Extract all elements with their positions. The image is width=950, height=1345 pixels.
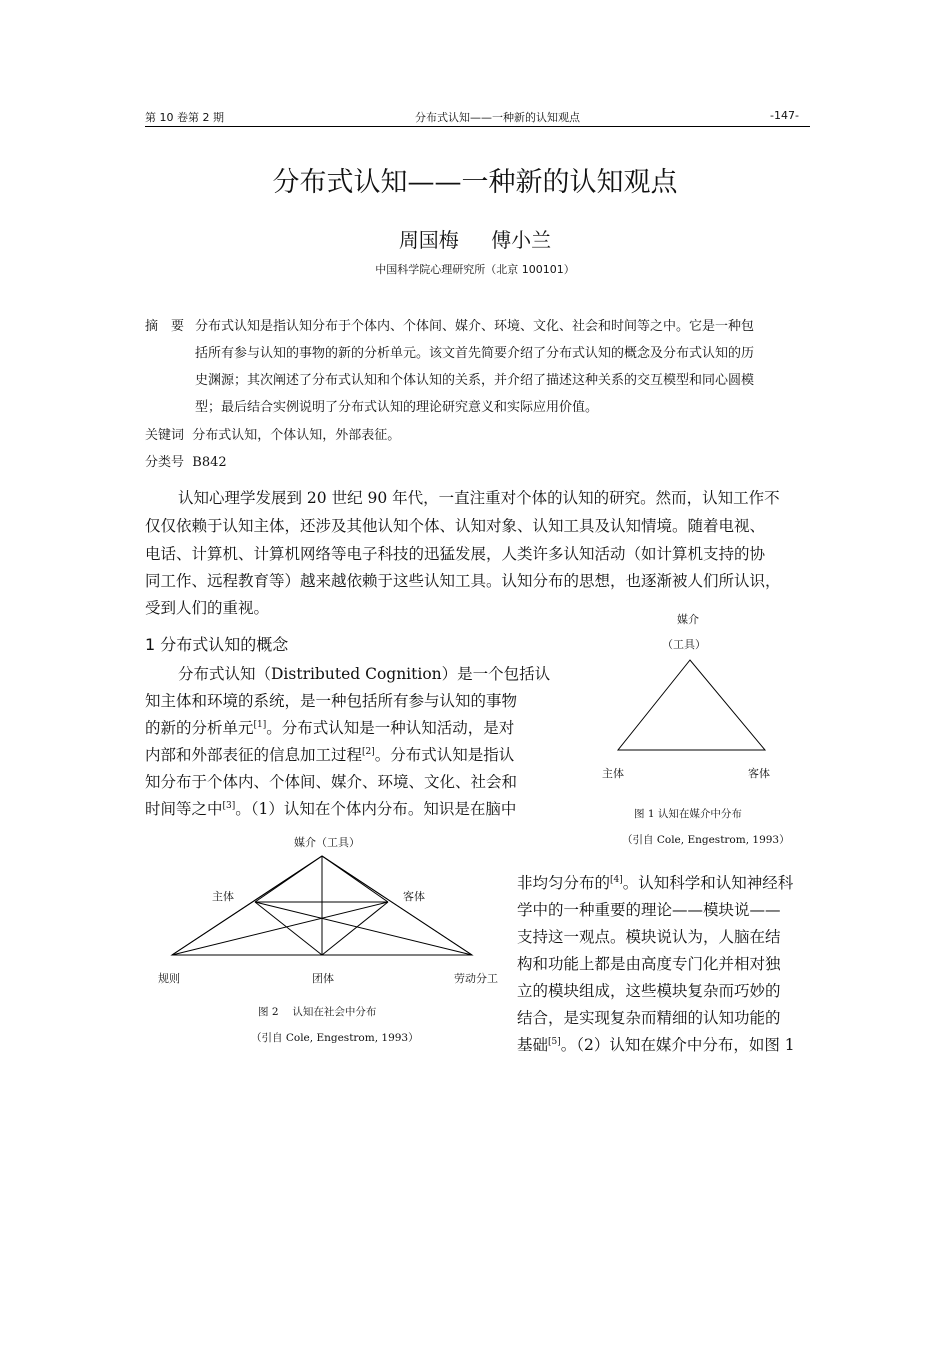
fig2-label-medium: 媒介（工具） [294, 836, 360, 849]
header-page-number: -147- [770, 109, 799, 122]
right-col-line: 结合，是实现复杂而精细的认知功能的 [517, 1009, 781, 1027]
keywords-text: 分布式认知，个体认知，外部表征。 [192, 428, 401, 443]
paper-authors: 周国梅 傅小兰 [398, 228, 552, 252]
abstract-line: 分布式认知是指认知分布于个体内、个体间、媒介、环境、文化、社会和时间等之中。它是一种包 [195, 319, 755, 334]
right-col-line: 立的模块组成，这些模块复杂而巧妙的 [517, 982, 781, 1000]
fig1-label-tool: （工具） [662, 638, 706, 651]
fig2-label-object: 客体 [403, 890, 425, 903]
line-text: 非均匀分布的 [517, 874, 611, 892]
abstract-line: 型；最后结合实例说明了分布式认知的理论研究意义和实际应用价值。 [195, 400, 599, 415]
citation-ref: [3] [222, 800, 236, 811]
line-text: 基础 [517, 1036, 549, 1054]
fig2-line [172, 856, 322, 955]
keywords-label: 关键词 [145, 428, 185, 443]
citation-ref: [5] [548, 1036, 561, 1047]
paper-affiliation: 中国科学院心理研究所（北京 100101） [375, 263, 575, 276]
right-col-line: 支持这一观点。模块说认为，人脑在结 [517, 928, 781, 946]
line-text: 内部和外部表征的信息加工过程 [145, 746, 363, 764]
citation-ref: [1] [253, 719, 267, 730]
right-col-line: 构和功能上都是由高度专门化并相对独 [517, 955, 781, 973]
right-col-line: 学中的一种重要的理论——模块说—— [517, 901, 781, 919]
line-text: 。认知科学和认知神经科 [622, 874, 794, 892]
line-text: 时间等之中 [145, 800, 223, 818]
abstract-line: 史渊源；其次阐述了分布式认知和个体认知的关系，并介绍了描述这种关系的交互模型和同心圆模 [195, 373, 755, 388]
right-col-line [517, 871, 793, 893]
fig2-line [255, 902, 472, 955]
line-text: 的新的分析单元 [145, 719, 254, 737]
fig2-label-rules: 规则 [158, 972, 180, 985]
section1-line: 知分布于个体内、个体间、媒介、环境、文化、社会和 [145, 773, 518, 791]
header-running-title: 分布式认知——一种新的认知观点 [415, 111, 580, 124]
citation-ref: [4] [610, 874, 623, 885]
fig2-label-division: 劳动分工 [454, 972, 498, 985]
fig2-label-subject: 主体 [212, 890, 234, 903]
fig2-source: （引自 Cole, Engestrom, 1993） [251, 1032, 419, 1044]
section-heading: 1 分布式认知的概念 [145, 635, 289, 654]
line-text: 。分布式认知是指认 [374, 746, 515, 764]
intro-line: 仅仅依赖于认知主体，还涉及其他认知个体、认知对象、认知工具及认知情境。随着电视、 [145, 517, 766, 535]
fig2-label-community: 团体 [312, 972, 334, 985]
fig1-source: （引自 Cole, Engestrom, 1993） [622, 834, 790, 846]
fig2-line [322, 856, 472, 955]
section1-line: 知主体和环境的系统，是一种包括所有参与认知的事物 [145, 692, 518, 710]
fig2-caption: 图 2 认知在社会中分布 [258, 1006, 377, 1018]
paper-title: 分布式认知——一种新的认知观点 [272, 167, 678, 198]
classification-code: B842 [192, 455, 227, 470]
intro-line: 同工作、远程教育等）越来越依赖于这些认知工具。认知分布的思想，也逐渐被人们所认识， [145, 572, 781, 590]
right-col-line [517, 1033, 795, 1055]
citation-ref: [2] [362, 746, 375, 757]
intro-line: 认知心理学发展到 20 世纪 90 年代，一直注重对个体的认知的研究。然而，认知工作不 [178, 489, 780, 507]
line-text: 。（1）认知在个体内分布。知识是在脑中 [235, 800, 517, 818]
intro-line: 电话、计算机、计算机网络等电子科技的迅猛发展，人类许多认知活动（如计算机支持的协 [145, 545, 766, 563]
fig1-caption: 图 1 认知在媒介中分布 [634, 808, 742, 820]
line-text: 。分布式认知是一种认知活动，是对 [266, 719, 515, 737]
classification-label: 分类号 [145, 455, 185, 470]
fig1-label-medium: 媒介 [677, 613, 699, 626]
fig1-label-object: 客体 [748, 767, 770, 780]
header-volume: 第 10 卷第 2 期 [145, 111, 224, 124]
section1-line: 分布式认知（Distributed Cognition）是一个包括认 [178, 665, 551, 683]
fig1-label-subject: 主体 [602, 767, 624, 780]
line-text: 。（2）认知在媒介中分布，如图 1 [560, 1036, 795, 1054]
abstract-line: 括所有参与认知的事物的新的分析单元。该文首先简要介绍了分布式认知的概念及分布式认知的历 [195, 346, 755, 361]
abstract-label: 摘 要 [145, 319, 185, 334]
intro-line: 受到人们的重视。 [145, 599, 270, 617]
